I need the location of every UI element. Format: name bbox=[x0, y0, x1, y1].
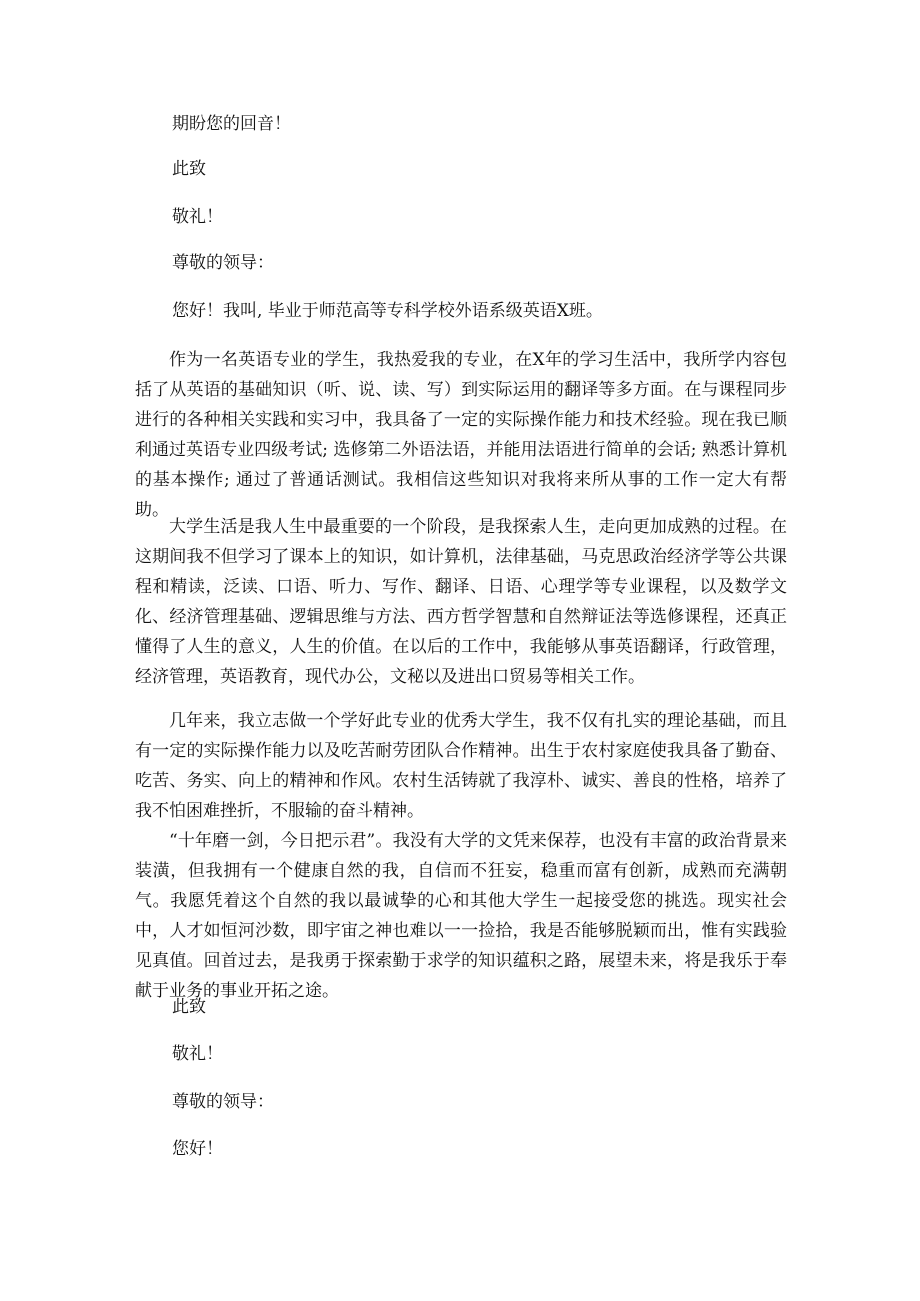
salutation-jingli-2: 敬礼！ bbox=[172, 1044, 223, 1064]
greeting-leader-2: 尊敬的领导： bbox=[172, 1092, 274, 1112]
salutation-jingli: 敬礼！ bbox=[172, 207, 223, 227]
paragraph-study: 作为一名英语专业的学生，我热爱我的专业，在X年的学习生活中，我所学内容包括了从英语的基础知识（听、说、读、写）到实际运用的翻译等多方面。在与课程同步进行的各种相关实践和实习中，我具备了一定的实际操作能力和技术经验。现在我已顺利通过英语专业四级考试; 选修第二外语法语，并能用法语进行简单的会话; 熟悉计算机的基本操作; 通过了普通话测试。我相信这些知识对我将来所从事的工作一定大有帮助。 bbox=[135, 350, 787, 520]
greeting-leader: 尊敬的领导： bbox=[172, 253, 274, 273]
closing-expectation: 期盼您的回音！ bbox=[172, 114, 291, 134]
intro-line: 您好！我叫, 毕业于师范高等专科学校外语系级英语X班。 bbox=[172, 301, 603, 321]
greeting-hello: 您好！ bbox=[172, 1139, 223, 1159]
salutation-cizhi: 此致 bbox=[172, 159, 206, 179]
paragraph-college-life: 大学生活是我人生中最重要的一个阶段，是我探索人生，走向更加成熟的过程。在这期间我不但学习了课本上的知识，如计算机，法律基础，马克思政治经济学等公共课程和精读，泛读、口语、听力、写作、翻译、日语、心理学等专业课程，以及数学文化、经济管理基础、逻辑思维与方法、西方哲学智慧和自然辩证法等选修课程，还真正懂得了人生的意义，人生的价值。在以后的工作中，我能够从事英语翻译，行政管理，经济管理，英语教育，现代办公，文秘以及进出口贸易等相关工作。 bbox=[135, 517, 787, 687]
salutation-cizhi-2: 此致 bbox=[172, 997, 206, 1017]
paragraph-aspiration: “十年磨一剑，今日把示君”。我没有大学的文凭来保荐，也没有丰富的政治背景来装潢，但我拥有一个健康自然的我，自信而不狂妄，稳重而富有创新，成熟而充满朝气。我愿凭着这个自然的我以最诚挚的心和其他大学生一起接受您的挑选。现实社会中，人才如恒河沙数，即宇宙之神也难以一一捡拾，我是否能够脱颖而出，惟有实践验见真值。回首过去，是我勇于探索勤于求学的知识蕴积之路，展望未来，将是我乐于奉献于业务的事业开拓之途。 bbox=[135, 831, 787, 1001]
paragraph-character: 几年来，我立志做一个学好此专业的优秀大学生，我不仅有扎实的理论基础，而且有一定的实际操作能力以及吃苦耐劳团队合作精神。出生于农村家庭使我具备了勤奋、吃苦、务实、向上的精神和作风。农村生活铸就了我淳朴、诚实、善良的性格，培养了我不怕困难挫折，不服输的奋斗精神。 bbox=[135, 711, 787, 821]
